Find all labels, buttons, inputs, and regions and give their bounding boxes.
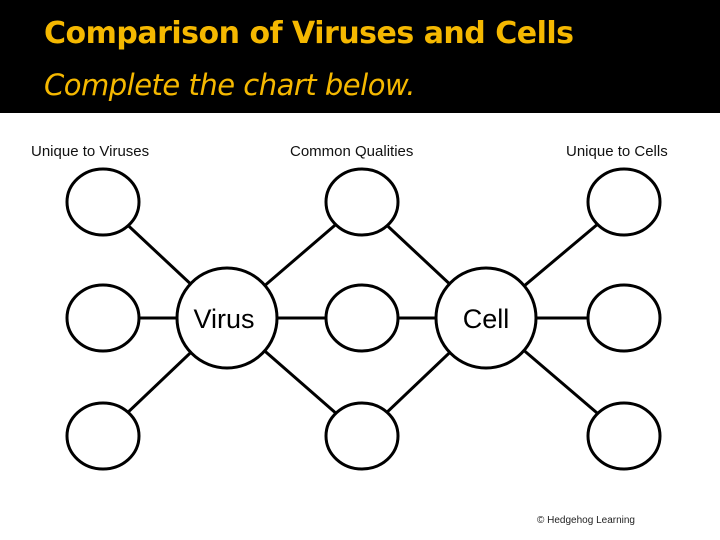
copyright-credit: © Hedgehog Learning: [537, 515, 635, 526]
common-blank-circle: [326, 285, 398, 351]
virus-unique-blank-circle: [67, 169, 139, 235]
column-header-cells: Unique to Cells: [566, 143, 668, 160]
page-subtitle: Complete the chart below.: [44, 68, 416, 102]
common-blank-circle: [326, 403, 398, 469]
page-title: Comparison of Viruses and Cells: [44, 16, 574, 51]
cell-node-label: Cell: [462, 304, 510, 334]
cell-unique-blank-circle: [588, 285, 660, 351]
virus-unique-blank-circle: [67, 285, 139, 351]
cell-unique-blank-circle: [588, 403, 660, 469]
common-blank-circle: [326, 169, 398, 235]
virus-node-label: Virus: [193, 304, 255, 334]
column-header-viruses: Unique to Viruses: [31, 143, 150, 160]
column-header-common: Common Qualities: [290, 143, 414, 160]
virus-unique-blank-circle: [67, 403, 139, 469]
cell-unique-blank-circle: [588, 169, 660, 235]
